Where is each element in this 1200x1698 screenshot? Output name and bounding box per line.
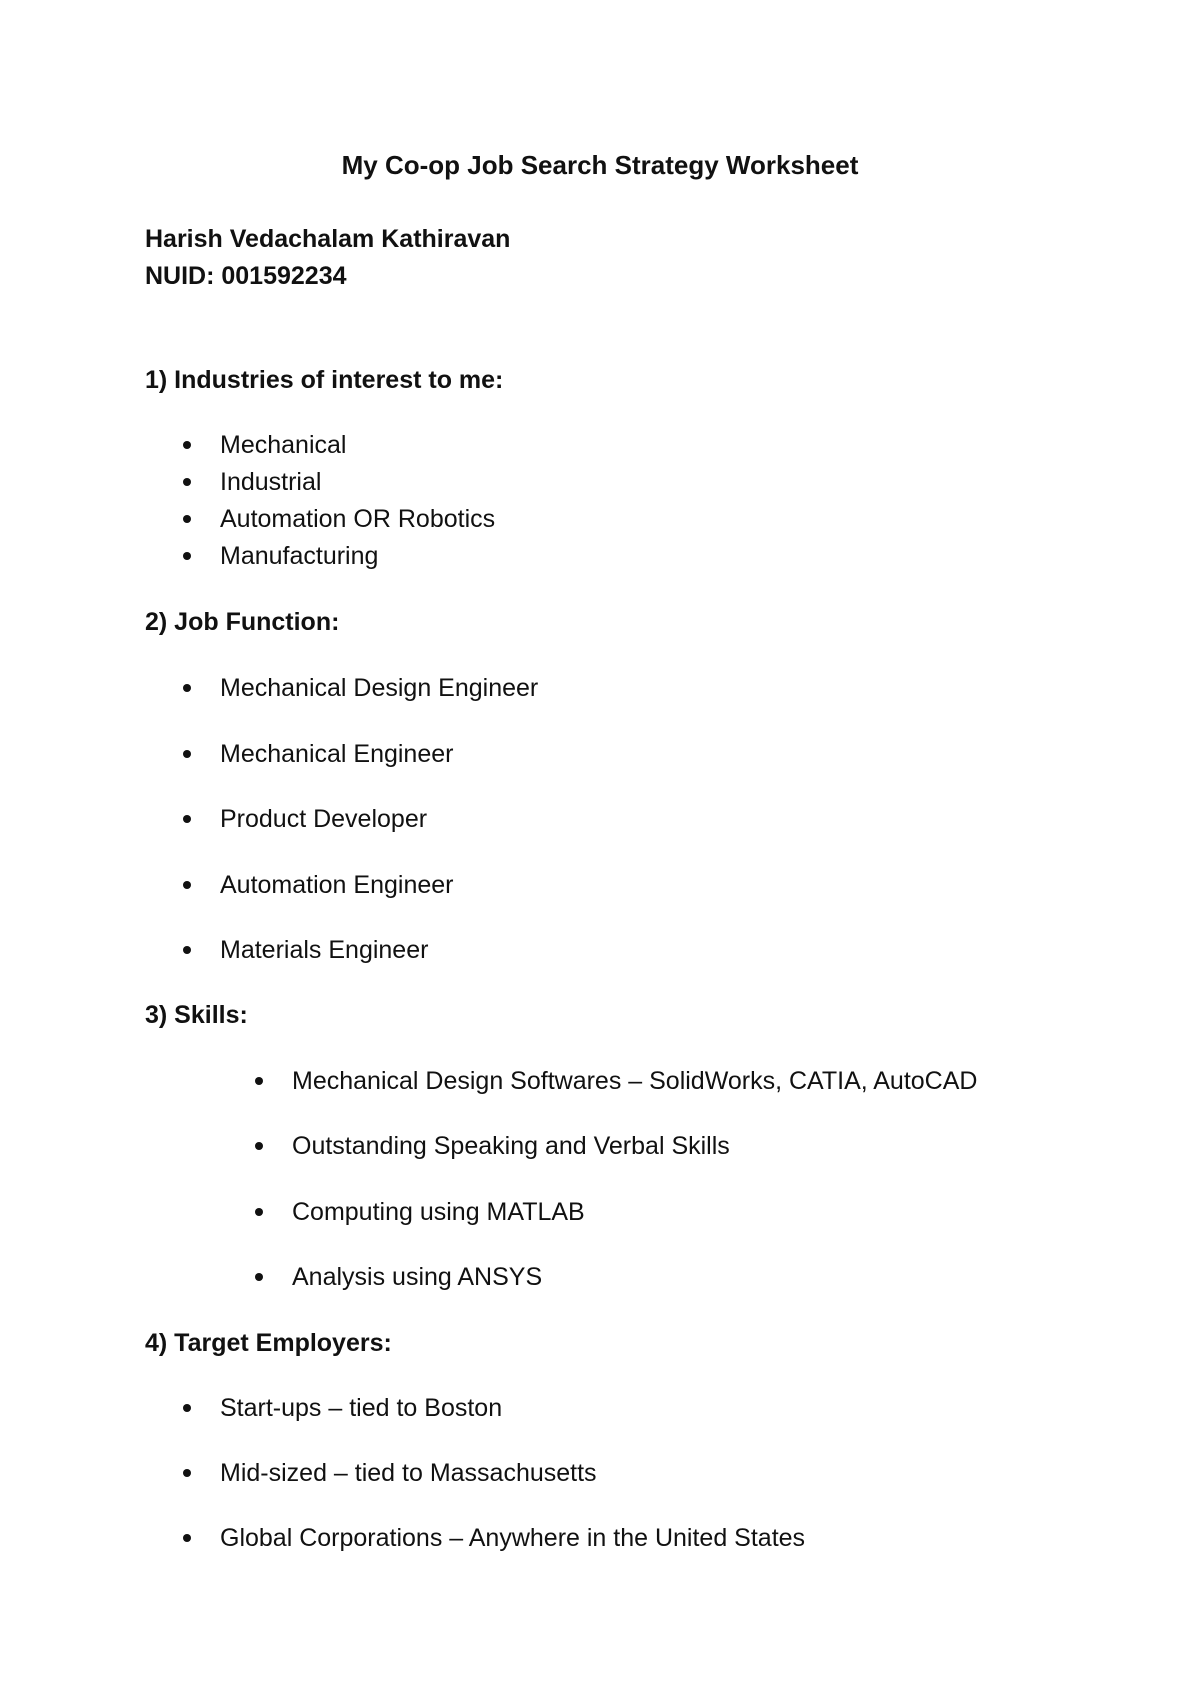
list-item-text: Automation OR Robotics bbox=[220, 505, 496, 533]
list-item-text: Automation Engineer bbox=[220, 871, 454, 899]
list-item-text: Analysis using ANSYS bbox=[292, 1263, 543, 1291]
section-heading-skills: 3) Skills: bbox=[145, 1001, 248, 1029]
list-item-text: Mechanical Engineer bbox=[220, 740, 454, 768]
list-item-text: Mechanical Design Softwares – SolidWorks, CATIA, AutoCAD bbox=[292, 1067, 978, 1095]
bullet-icon bbox=[183, 750, 191, 758]
bullet-icon bbox=[183, 441, 191, 449]
bullet-icon bbox=[183, 515, 191, 523]
list-item-text: Outstanding Speaking and Verbal Skills bbox=[292, 1132, 730, 1160]
list-item-text: Product Developer bbox=[220, 805, 428, 833]
list-item-text: Mechanical bbox=[220, 431, 347, 459]
section-heading-industries: 1) Industries of interest to me: bbox=[145, 366, 504, 394]
student-nuid: NUID: 001592234 bbox=[145, 262, 347, 290]
section-heading-job-function: 2) Job Function: bbox=[145, 608, 340, 636]
bullet-icon bbox=[183, 552, 191, 560]
list-item-text: Mechanical Design Engineer bbox=[220, 674, 539, 702]
bullet-icon bbox=[183, 684, 191, 692]
bullet-icon bbox=[183, 1404, 191, 1412]
list-item-text: Industrial bbox=[220, 468, 322, 496]
bullet-icon bbox=[183, 815, 191, 823]
bullet-icon bbox=[183, 946, 191, 954]
bullet-icon bbox=[255, 1077, 263, 1085]
bullet-icon bbox=[183, 881, 191, 889]
bullet-icon bbox=[183, 478, 191, 486]
section-heading-target-employers: 4) Target Employers: bbox=[145, 1329, 392, 1357]
list-item-text: Materials Engineer bbox=[220, 936, 429, 964]
bullet-icon bbox=[255, 1208, 263, 1216]
list-item-text: Manufacturing bbox=[220, 542, 379, 570]
list-item-text: Computing using MATLAB bbox=[292, 1198, 585, 1226]
bullet-icon bbox=[183, 1534, 191, 1542]
page-title: My Co-op Job Search Strategy Worksheet bbox=[341, 150, 859, 180]
list-item-text: Global Corporations – Anywhere in the United States bbox=[220, 1524, 806, 1552]
bullet-icon bbox=[255, 1273, 263, 1281]
bullet-icon bbox=[183, 1469, 191, 1477]
bullet-icon bbox=[255, 1142, 263, 1150]
list-item-text: Mid-sized – tied to Massachusetts bbox=[220, 1459, 597, 1487]
list-item-text: Start-ups – tied to Boston bbox=[220, 1394, 503, 1422]
student-name: Harish Vedachalam Kathiravan bbox=[145, 225, 511, 253]
